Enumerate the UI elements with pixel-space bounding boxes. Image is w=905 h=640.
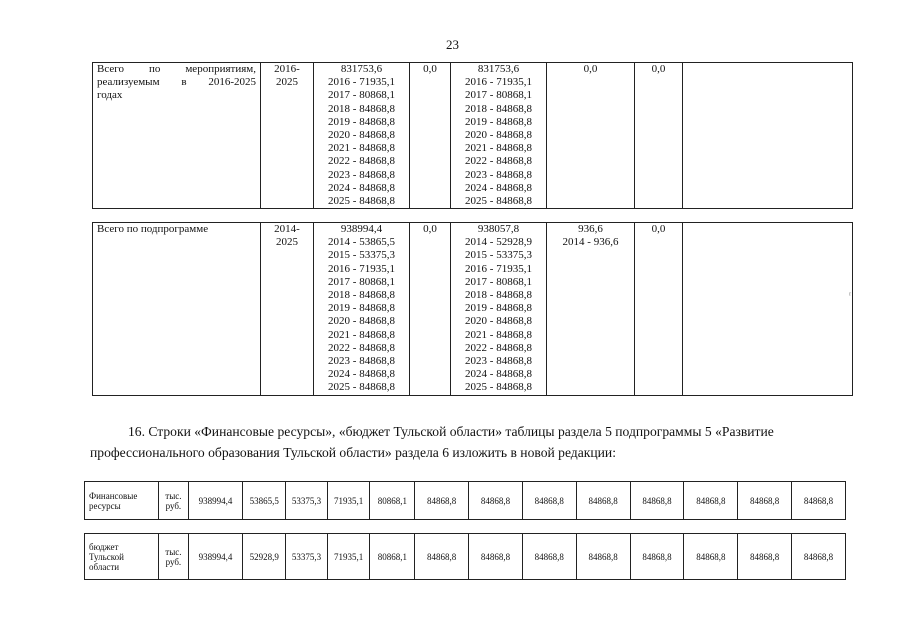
value-line: 938057,8: [477, 223, 520, 235]
page-number: 23: [446, 37, 459, 52]
value-cell: 938994,4: [188, 534, 243, 580]
period-line: 2025: [276, 236, 298, 249]
value-cell: 84868,8: [469, 534, 523, 580]
value-cell: 52928,9: [243, 534, 286, 580]
value-line: 831753,6: [340, 63, 383, 75]
value-line: 938994,4: [340, 223, 383, 235]
value-line: 2025 - 84868,8: [465, 194, 532, 207]
value-line: 2023 - 84868,8: [465, 168, 532, 181]
period-line: 2025: [276, 76, 298, 89]
value-line: 2022 - 84868,8: [465, 155, 532, 168]
period-cell: [261, 63, 314, 209]
value-cell: 84868,8: [630, 482, 684, 520]
value-line: 2020 - 84868,8: [328, 128, 395, 141]
value-line: 2014 - 936,6: [562, 236, 619, 249]
value-line: 2024 - 84868,8: [465, 181, 532, 194]
value-line: 2016 - 71935,1: [465, 76, 532, 89]
table-financial-resources: [84, 481, 846, 520]
value-line: 2020 - 84868,8: [328, 315, 395, 328]
value-line: 2024 - 84868,8: [328, 368, 395, 381]
value-line: 2014 - 53865,5: [328, 236, 395, 249]
value-line: 2019 - 84868,8: [465, 302, 532, 315]
value-cell: 53375,3: [286, 482, 328, 520]
row-label: [93, 63, 261, 209]
value-line: 2024 - 84868,8: [328, 181, 395, 194]
value-cell: 80868,1: [370, 482, 415, 520]
value-line: 2017 - 80868,1: [328, 89, 395, 102]
value-line: 2021 - 84868,8: [465, 328, 532, 341]
label-line: Всего по мероприятиям,: [97, 63, 256, 75]
value-line: 2025 - 84868,8: [465, 381, 532, 394]
value-cell: 84868,8: [738, 482, 792, 520]
value-line: 2015 - 53375,3: [328, 249, 395, 262]
total-cell: [314, 63, 410, 209]
value-line: 2019 - 84868,8: [328, 302, 395, 315]
value-cell: 53865,5: [243, 482, 286, 520]
value-line: 2021 - 84868,8: [328, 328, 395, 341]
table-events-2016-2025: [92, 62, 853, 209]
row-label: [93, 223, 261, 396]
value-line: 2022 - 84868,8: [465, 341, 532, 354]
period-line: 2014-: [274, 223, 300, 235]
scan-mark: ʳ: [849, 290, 852, 301]
value-line: 2016 - 71935,1: [328, 76, 395, 89]
value-cell: 84868,8: [684, 482, 738, 520]
value-line: 2017 - 80868,1: [465, 89, 532, 102]
value-line: 2017 - 80868,1: [465, 275, 532, 288]
table-row: [85, 534, 846, 580]
regional-cell: [451, 223, 547, 396]
value-line: 2016 - 71935,1: [328, 262, 395, 275]
value-line: 2023 - 84868,8: [465, 354, 532, 367]
value-line: 2021 - 84868,8: [328, 142, 395, 155]
value-line: 2018 - 84868,8: [465, 102, 532, 115]
value-line: 2025 - 84868,8: [328, 194, 395, 207]
value-line: 2014 - 52928,9: [465, 236, 532, 249]
period-cell: [261, 223, 314, 396]
value-cell: 938994,4: [188, 482, 243, 520]
value-line: 2023 - 84868,8: [328, 354, 395, 367]
value-line: 936,6: [578, 223, 603, 235]
value-line: 2021 - 84868,8: [465, 142, 532, 155]
table-budget-tula: [84, 533, 846, 580]
section-16-line-1: 16. Строки «Финансовые ресурсы», «бюджет Тульской области» таблицы раздела 5 подпрограммы 5 «Развитие: [128, 424, 774, 439]
local-cell: 0,0: [547, 63, 635, 209]
value-line: 2025 - 84868,8: [328, 381, 395, 394]
value-line: 831753,6: [477, 63, 520, 75]
value-cell: 84868,8: [415, 534, 469, 580]
federal-cell: 0,0: [410, 223, 451, 396]
value-cell: 84868,8: [792, 534, 846, 580]
value-line: 2017 - 80868,1: [328, 275, 395, 288]
value-line: 2018 - 84868,8: [465, 288, 532, 301]
value-cell: 80868,1: [370, 534, 415, 580]
value-cell: 84868,8: [576, 482, 630, 520]
value-line: 2018 - 84868,8: [328, 288, 395, 301]
empty-cell: [683, 223, 853, 396]
value-cell: 84868,8: [522, 534, 576, 580]
value-cell: 84868,8: [738, 534, 792, 580]
value-cell: 84868,8: [630, 534, 684, 580]
value-line: 2019 - 84868,8: [465, 115, 532, 128]
value-cell: 84868,8: [684, 534, 738, 580]
section-16-line-2: профессионального образования Тульской области» раздела 6 изложить в новой редакции:: [90, 445, 616, 460]
value-cell: 53375,3: [286, 534, 328, 580]
label-line: реализуемым в 2016-2025: [97, 76, 256, 89]
value-line: 2020 - 84868,8: [465, 315, 532, 328]
value-cell: 71935,1: [327, 482, 370, 520]
other-cell: 0,0: [635, 63, 683, 209]
table-row: [85, 482, 846, 520]
row-label: бюджет Тульской области: [85, 534, 159, 580]
unit-cell: тыс. руб.: [159, 482, 188, 520]
label-line: годах: [97, 89, 123, 102]
value-line: 2024 - 84868,8: [465, 368, 532, 381]
local-cell: [547, 223, 635, 396]
value-line: 2022 - 84868,8: [328, 341, 395, 354]
value-line: 2020 - 84868,8: [465, 128, 532, 141]
period-line: 2016-: [274, 63, 300, 75]
empty-cell: [683, 63, 853, 209]
value-line: 2019 - 84868,8: [328, 115, 395, 128]
other-cell: 0,0: [635, 223, 683, 396]
total-cell: [314, 223, 410, 396]
row-label: Финансовые ресурсы: [85, 482, 159, 520]
value-cell: 84868,8: [469, 482, 523, 520]
value-line: 2015 - 53375,3: [465, 249, 532, 262]
federal-cell: 0,0: [410, 63, 451, 209]
value-line: 2016 - 71935,1: [465, 262, 532, 275]
value-cell: 84868,8: [576, 534, 630, 580]
value-line: 2018 - 84868,8: [328, 102, 395, 115]
label-line: Всего по подпрограмме: [97, 223, 209, 235]
unit-cell: тыс. руб.: [159, 534, 188, 580]
value-cell: 71935,1: [327, 534, 370, 580]
table-subprogram-total: [92, 222, 853, 396]
section-16-text: [90, 421, 852, 463]
value-cell: 84868,8: [792, 482, 846, 520]
regional-cell: [451, 63, 547, 209]
value-cell: 84868,8: [415, 482, 469, 520]
value-line: 2022 - 84868,8: [328, 155, 395, 168]
value-cell: 84868,8: [522, 482, 576, 520]
value-line: 2023 - 84868,8: [328, 168, 395, 181]
